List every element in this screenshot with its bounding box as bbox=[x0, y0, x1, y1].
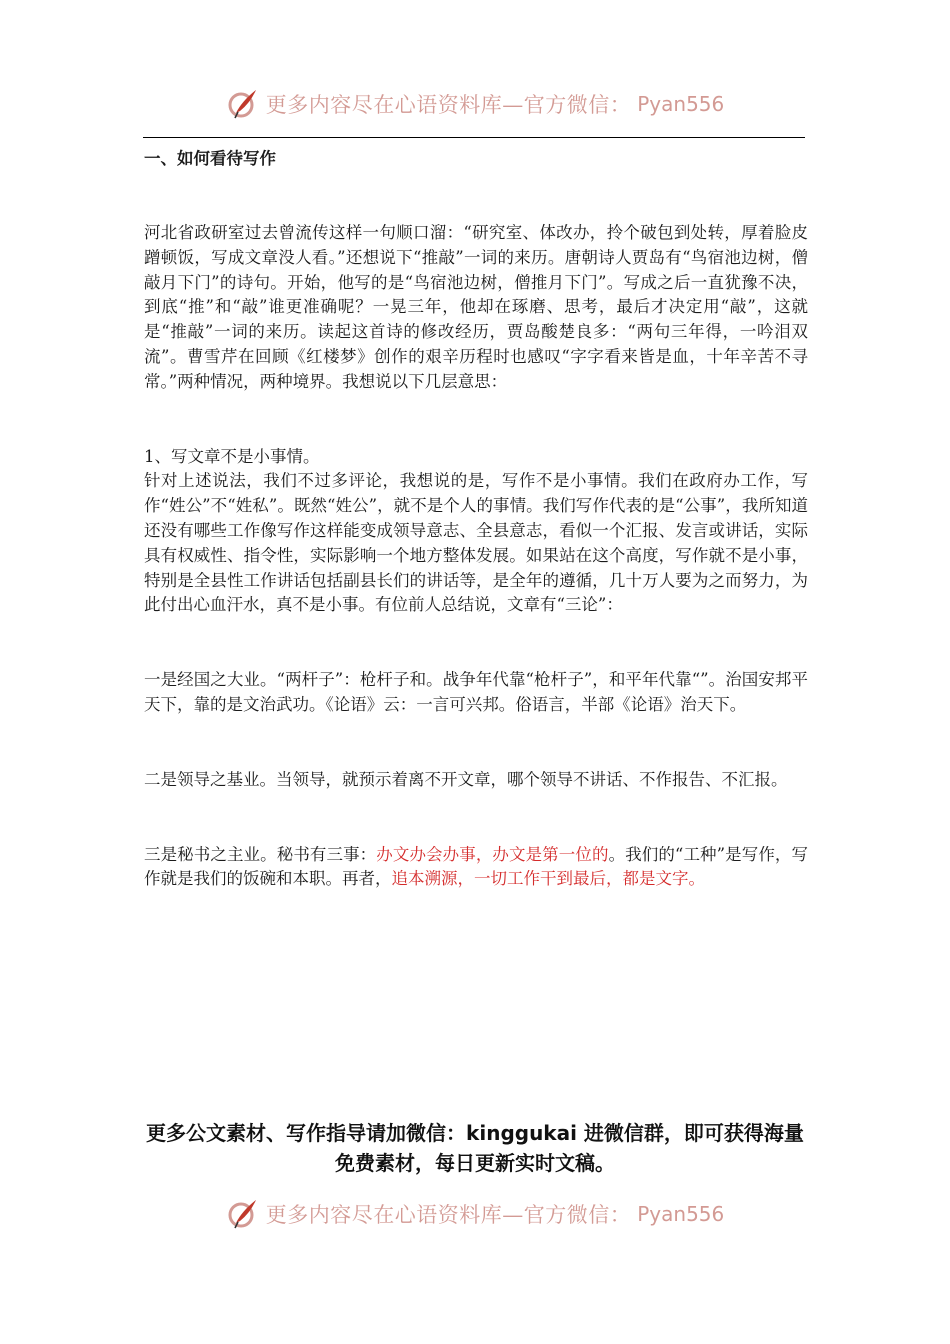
watermark-wechat-id: Pyan556 bbox=[637, 92, 725, 116]
point-1-heading: 1、写文章不是小事情。 bbox=[144, 446, 320, 466]
watermark-wechat-id: Pyan556 bbox=[637, 1202, 725, 1226]
point-1-body: 针对上述说法，我们不过多评论，我想说的是，写作不是小事情。我们在政府办工作，写作“姓公”不“姓私”。既然“姓公”，就不是个人的事情。我们写作代表的是“公事”，我所知道还没有哪些工作像写作这样能变成领导意志、全县意志，看似一个汇报、发言或讲话，实际具有权威性、指令性，实际影响一个地方整体发展。如果站在这个高度，写作就不是小事，特别是全县性工作讲话包括副县长们的讲话等，是全年的遵循，几十万人要为之而努力，为此付出心血汗水，真不是小事。有位前人总结说，文章有“三论”： bbox=[144, 471, 808, 615]
quill-logo-icon bbox=[226, 1197, 260, 1231]
footer-watermark bbox=[0, 1194, 950, 1234]
intro-paragraph: 河北省政研室过去曾流传这样一句顺口溜：“研究室、体改办，拎个破包到处转，厚着脸皮蹭顿饭，写成文章没人看。”还想说下“推敲”一词的来历。唐朝诗人贾岛有“鸟宿池边树，僧敲月下门”的诗句。开始，他写的是“鸟宿池边树，僧推月下门”。写成之后一直犹豫不决，到底“推”和“敲”谁更准确呢？一晃三年，他却在琢磨、思考，最后才决定用“敲”，这就是“推敲”一词的来历。读起这首诗的修改经历，贾岛酸楚良多：“两句三年得，一吟泪双流”。曹雪芹在回顾《红楼梦》创作的艰辛历程时也感叹“字字看来皆是血，十年辛苦不寻常。”两种情况，两种境界。我想说以下几层意思： bbox=[144, 223, 808, 391]
document-body bbox=[144, 145, 808, 892]
third-text-b: 。我们的“工种”是写作，写作就是我们的饭碗和本职。再者， bbox=[144, 844, 809, 889]
third-text-a: 三是秘书之主业。秘书有三事： bbox=[144, 844, 377, 864]
second-theory-paragraph: 二是领导之基业。当领导，就预示着离不开文章，哪个领导不讲话、不作报告、不汇报。 bbox=[144, 769, 788, 789]
watermark-text: 更多内容尽在心语资料库—官方微信： bbox=[265, 1203, 632, 1227]
header-watermark bbox=[0, 84, 950, 124]
third-highlight-1: 办文办会办事，办文是第一位的 bbox=[376, 844, 609, 864]
first-theory-paragraph: 一是经国之大业。“两杆子”：枪杆子和。战争年代靠“枪杆子”，和平年代靠“”。治国安邦平天下，靠的是文治武功。《论语》云：一言可兴邦。俗语言，半部《论语》治天下。 bbox=[144, 670, 808, 714]
quill-logo-icon bbox=[226, 87, 260, 121]
third-highlight-2: 追本溯源，一切工作干到最后，都是文字。 bbox=[391, 869, 705, 889]
footer-wechat-notice: 更多公文素材、写作指导请加微信：kinggukai 进微信群，即可获得海量免费素材，每日更新实时文稿。 bbox=[146, 1121, 804, 1175]
point-1-block bbox=[144, 445, 808, 619]
watermark-text: 更多内容尽在心语资料库—官方微信： bbox=[265, 93, 632, 117]
header-divider bbox=[143, 137, 805, 138]
third-theory-paragraph bbox=[144, 843, 808, 893]
section-title: 一、如何看待写作 bbox=[144, 149, 276, 168]
